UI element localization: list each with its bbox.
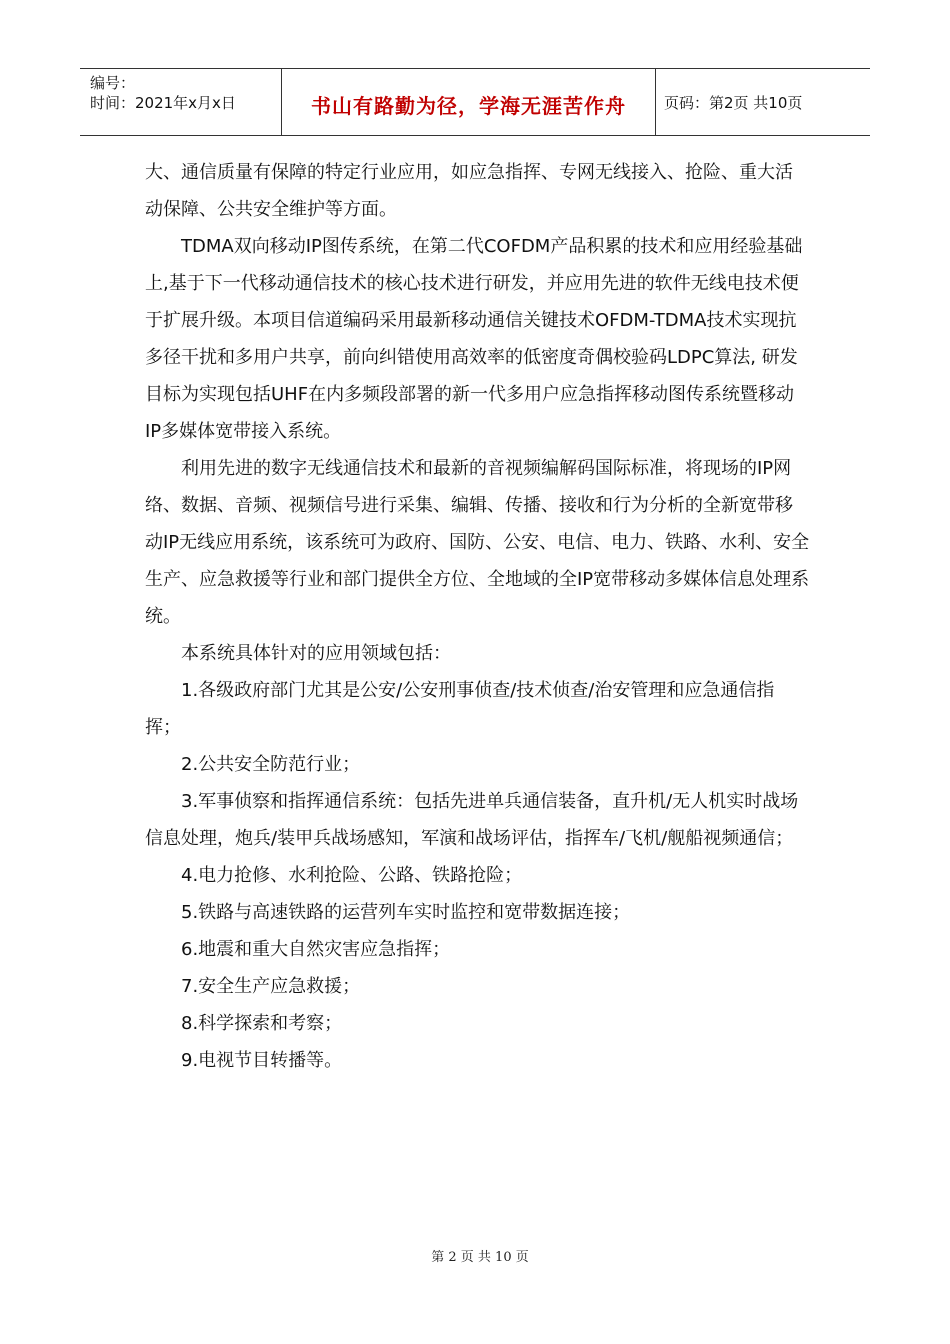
list-item: 8.科学探索和考察； [181,1013,343,1034]
list-item: 5.铁路与高速铁路的运营列车实时监控和宽带数据连接； [181,902,631,923]
time-label: 时间：2021年x月x日 [90,94,236,112]
document-body [145,154,810,1079]
paragraph-continuation: 大、通信质量有保障的特定行业应用，如应急指挥、专网无线接入、抢险、重大活动保障、公共安全维护等方面。 [145,162,793,220]
number-label: 编号： [90,74,136,92]
header-meta [80,69,282,135]
motto-text: 书山有路勤为径，学海无涯苦作舟 [311,93,626,118]
page-header [80,68,870,136]
header-page-info [656,69,870,135]
list-item: 1.各级政府部门尤其是公安/公安刑事侦查/技术侦查/治安管理和应急通信指挥； [145,680,775,738]
paragraph: TDMA双向移动IP图传系统，在第二代COFDM产品积累的技术和应用经验基础上,基于下一代移动通信技术的核心技术进行研发，并应用先进的软件无线电技术便于扩展升级。本项目信道编码采用最新移动通信关键技术OFDM-TDMA技术实现抗多径干扰和多用户共享，前向纠错使用高效率的低密度奇偶校验码LDPC算法, 研发目标为实现包括UHF在内多频段部署的新一代多用户应急指挥移动图传系统暨移动IP多媒体宽带接入系统。 [145,236,803,442]
list-item: 9.电视节目转播等。 [181,1050,343,1071]
list-item: 6.地震和重大自然灾害应急指挥； [181,939,451,960]
list-item: 4.电力抢修、水利抢险、公路、铁路抢险； [181,865,523,886]
list-item: 7.安全生产应急救援； [181,976,361,997]
list-item: 3.军事侦察和指挥通信系统：包括先进单兵通信装备，直升机/无人机实时战场信息处理，炮兵/装甲兵战场感知，军演和战场评估，指挥车/飞机/舰船视频通信； [145,791,799,849]
page-info-text: 页码：第2页 共10页 [664,93,803,112]
paragraph: 本系统具体针对的应用领域包括： [181,643,451,664]
header-motto-cell [282,69,656,135]
list-item: 2.公共安全防范行业； [181,754,361,775]
page-footer [0,1246,950,1265]
paragraph: 利用先进的数字无线通信技术和最新的音视频编解码国际标准，将现场的IP网络、数据、音频、视频信号进行采集、编辑、传播、接收和行为分析的全新宽带移动IP无线应用系统，该系统可为政府、国防、公安、电信、电力、铁路、水利、安全生产、应急救援等行业和部门提供全方位、全地域的全IP宽带移动多媒体信息处理系统。 [145,458,810,627]
footer-page-number: 第 2 页 共 10 页 [431,1250,529,1265]
